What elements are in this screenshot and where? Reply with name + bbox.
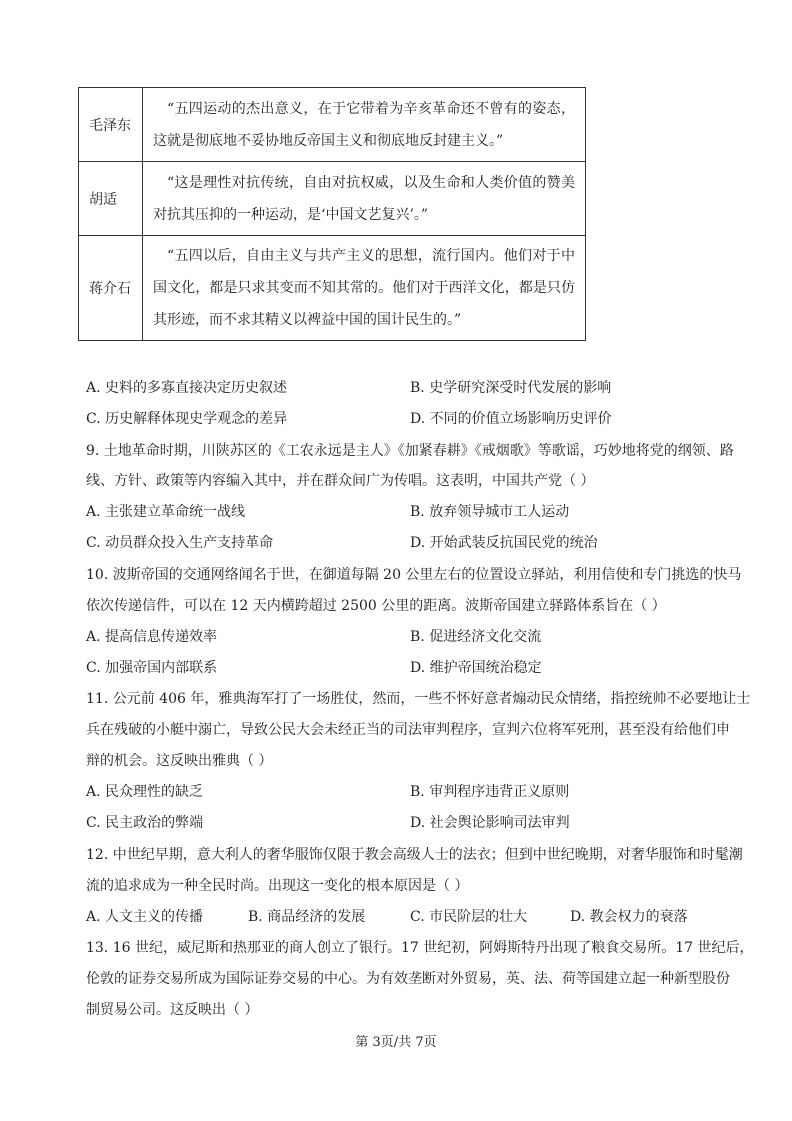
q9-option-b[interactable]: B. 放弃领导城市工人运动 <box>410 504 570 520</box>
q13-stem-line: 伦敦的证券交易所成为国际证券交易的中心。为有效垄断对外贸易，英、法、荷等国建立起一种新型股份 <box>86 971 730 987</box>
q10-option-c[interactable]: C. 加强帝国内部联系 <box>86 660 218 676</box>
q9-option-a[interactable]: A. 主张建立革命统一战线 <box>86 504 246 520</box>
q11-stem-line: 辩的机会。这反映出雅典（ ） <box>86 753 273 769</box>
q9-stem-line: 9. 土地革命时期，川陕苏区的《工农永远是主人》《加紧春耕》《戒烟歌》等歌谣，巧妙地将党的纲领、路 <box>86 443 734 459</box>
q12-stem-line: 流的追求成为一种全民时尚。出现这一变化的根本原因是（ ） <box>86 878 469 894</box>
q11-option-d[interactable]: D. 社会舆论影响司法审判 <box>410 815 570 831</box>
page-number: 第 3页/共 7页 <box>355 1035 437 1050</box>
q12-option-b[interactable]: B. 商品经济的发展 <box>248 909 366 925</box>
table-row <box>79 236 586 341</box>
q8-option-a[interactable]: A. 史料的多寡直接决定历史叙述 <box>86 380 288 396</box>
quote-cell: “这是理性对抗传统，自由对抗权威，以及生命和人类价值的赞美对抗其压抑的一种运动，是‘中国文艺复兴’。” <box>143 162 586 236</box>
q11-stem-line: 11. 公元前 406 年，雅典海军打了一场胜仗，然而，一些不怀好意者煽动民众情绪，指控统帅不必要地让士 <box>86 691 751 707</box>
q10-option-a[interactable]: A. 提高信息传递效率 <box>86 629 218 645</box>
quote-cell: “五四运动的杰出意义，在于它带着为辛亥革命还不曾有的姿态，这就是彻底地不妥协地反帝国主义和彻底地反封建主义。” <box>143 88 586 162</box>
person-cell: 蒋介石 <box>79 236 143 341</box>
table-row <box>79 88 586 162</box>
q9-stem-line: 线、方针、政策等内容编入其中，并在群众间广为传唱。这表明，中国共产党（ ） <box>86 473 595 489</box>
q11-option-c[interactable]: C. 民主政治的弊端 <box>86 815 204 831</box>
person-cell: 胡适 <box>79 162 143 236</box>
quote-cell: “五四以后，自由主义与共产主义的思想，流行国内。他们对于中国文化，都是只求其变而不知其常的。他们对于西洋文化，都是只仿其形迹，而不求其精义以裨益中国的国计民生的。” <box>143 236 586 341</box>
q8-option-d[interactable]: D. 不同的价值立场影响历史评价 <box>410 411 612 427</box>
q9-option-c[interactable]: C. 动员群众投入生产支持革命 <box>86 535 274 551</box>
person-cell: 毛泽东 <box>79 88 143 162</box>
q8-option-c[interactable]: C. 历史解释体现史学观念的差异 <box>86 411 288 427</box>
q12-option-d[interactable]: D. 教会权力的衰落 <box>570 909 688 925</box>
quote-table <box>78 87 586 341</box>
q10-stem-line: 依次传递信件，可以在 12 天内横跨超过 2500 公里的距离。波斯帝国建立驿路体系旨在（ ） <box>86 598 666 614</box>
q8-option-b[interactable]: B. 史学研究深受时代发展的影响 <box>410 380 612 396</box>
q10-option-b[interactable]: B. 促进经济文化交流 <box>410 629 542 645</box>
q13-stem-line: 制贸易公司。这反映出（ ） <box>86 1002 259 1018</box>
q11-option-a[interactable]: A. 民众理性的缺乏 <box>86 784 204 800</box>
q11-stem-line: 兵在残破的小艇中溺亡，导致公民大会未经正当的司法审判程序，宣判六位将军死刑，甚至没有给他们申 <box>86 722 730 738</box>
q12-stem-line: 12. 中世纪早期，意大利人的奢华服饰仅限于教会高级人士的法衣；但到中世纪晚期，对奢华服饰和时髦潮 <box>86 847 743 863</box>
q13-stem-line: 13. 16 世纪，威尼斯和热那亚的商人创立了银行。17 世纪初，阿姆斯特丹出现了粮食交易所。17 世纪后， <box>86 940 754 956</box>
q10-stem-line: 10. 波斯帝国的交通网络闻名于世，在御道每隔 20 公里左右的位置设立驿站，利用信使和专门挑选的快马 <box>86 567 742 583</box>
q9-option-d[interactable]: D. 开始武装反抗国民党的统治 <box>410 535 598 551</box>
q12-option-c[interactable]: C. 市民阶层的壮大 <box>410 909 528 925</box>
q11-option-b[interactable]: B. 审判程序违背正义原则 <box>410 784 570 800</box>
table-row <box>79 162 586 236</box>
q12-option-a[interactable]: A. 人文主义的传播 <box>86 909 204 925</box>
q10-option-d[interactable]: D. 维护帝国统治稳定 <box>410 660 542 676</box>
